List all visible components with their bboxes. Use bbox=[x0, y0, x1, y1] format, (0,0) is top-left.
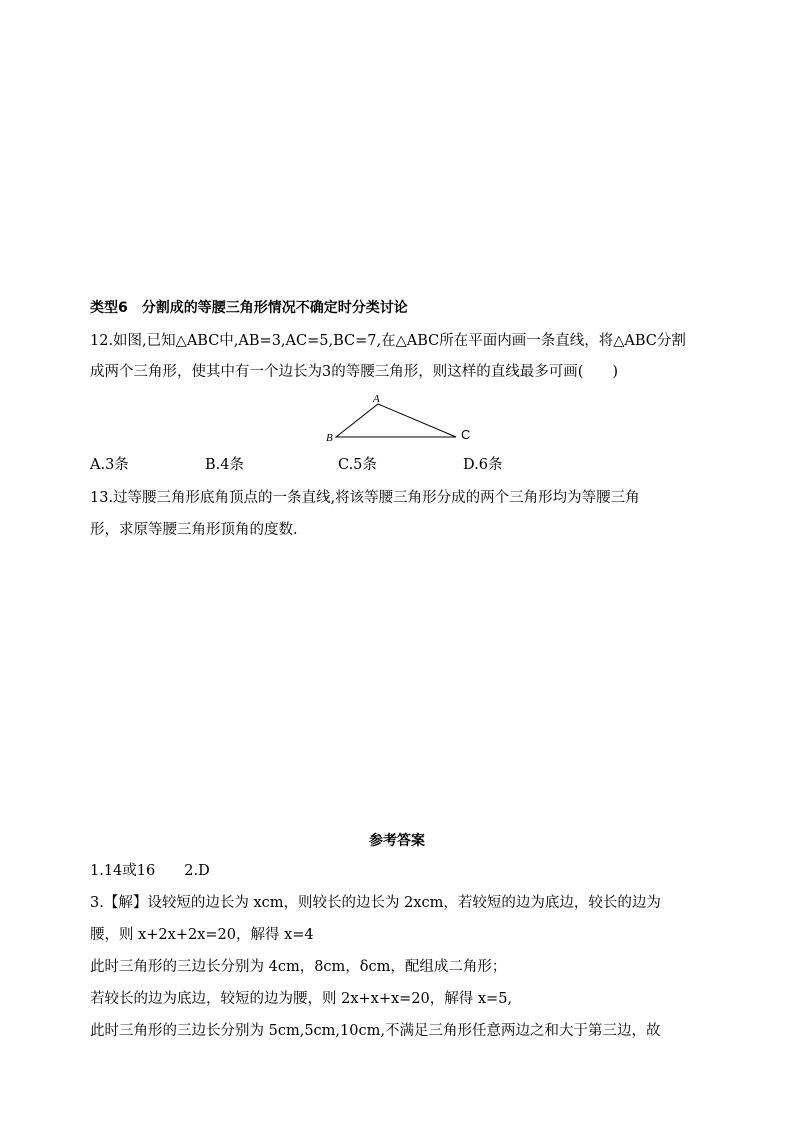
vertex-label-c: C bbox=[461, 427, 471, 442]
triangle-abc bbox=[336, 404, 456, 437]
section-heading: 类型6 分割成的等腰三角形情况不确定时分类讨论 bbox=[90, 300, 408, 316]
question-13-line-2: 形，求原等腰三角形顶角的度数. bbox=[90, 522, 298, 538]
answers-title: 参考答案 bbox=[369, 833, 425, 849]
answer-line-1: 1.14或16 2.D bbox=[90, 863, 210, 879]
option-d: D.6条 bbox=[463, 457, 503, 473]
answer-line-3: 腰，则 x+2x+2x=20，解得 x=4 bbox=[90, 927, 314, 943]
answer-line-5: 若较长的边为底边，较短的边为腰，则 2x+x+x=20，解得 x=5, bbox=[90, 991, 513, 1007]
vertex-label-a: A bbox=[373, 393, 380, 405]
option-c: C.5条 bbox=[338, 457, 377, 473]
answer-line-2: 3.【解】设较短的边长为 xcm，则较长的边长为 2xcm，若较短的边为底边，较长的边为 bbox=[90, 895, 661, 911]
vertex-label-b: B bbox=[326, 432, 333, 444]
answer-line-6: 此时三角形的三边长分别为 5cm,5cm,10cm,不满足三角形任意两边之和大于第三边，故 bbox=[90, 1023, 661, 1039]
answer-line-4: 此时三角形的三边长分别为 4cm，8cm，δcm，配组成二角形； bbox=[90, 959, 507, 975]
question-13-line-1: 13.过等腰三角形底角顶点的一条直线,将该等腰三角形分成的两个三角形均为等腰三角 bbox=[90, 490, 640, 506]
option-a: A.3条 bbox=[90, 457, 129, 473]
triangle-figure bbox=[322, 390, 482, 446]
question-12-line-2: 成两个三角形，使其中有一个边长为3的等腰三角形，则这样的直线最多可画( ) bbox=[90, 364, 619, 380]
question-12-line-1: 12.如图,已知△ABC中,AB=3,AC=5,BC=7,在△ABC所在平面内画一条直线，将△ABC分割 bbox=[90, 333, 686, 349]
option-b: B.4条 bbox=[205, 457, 244, 473]
